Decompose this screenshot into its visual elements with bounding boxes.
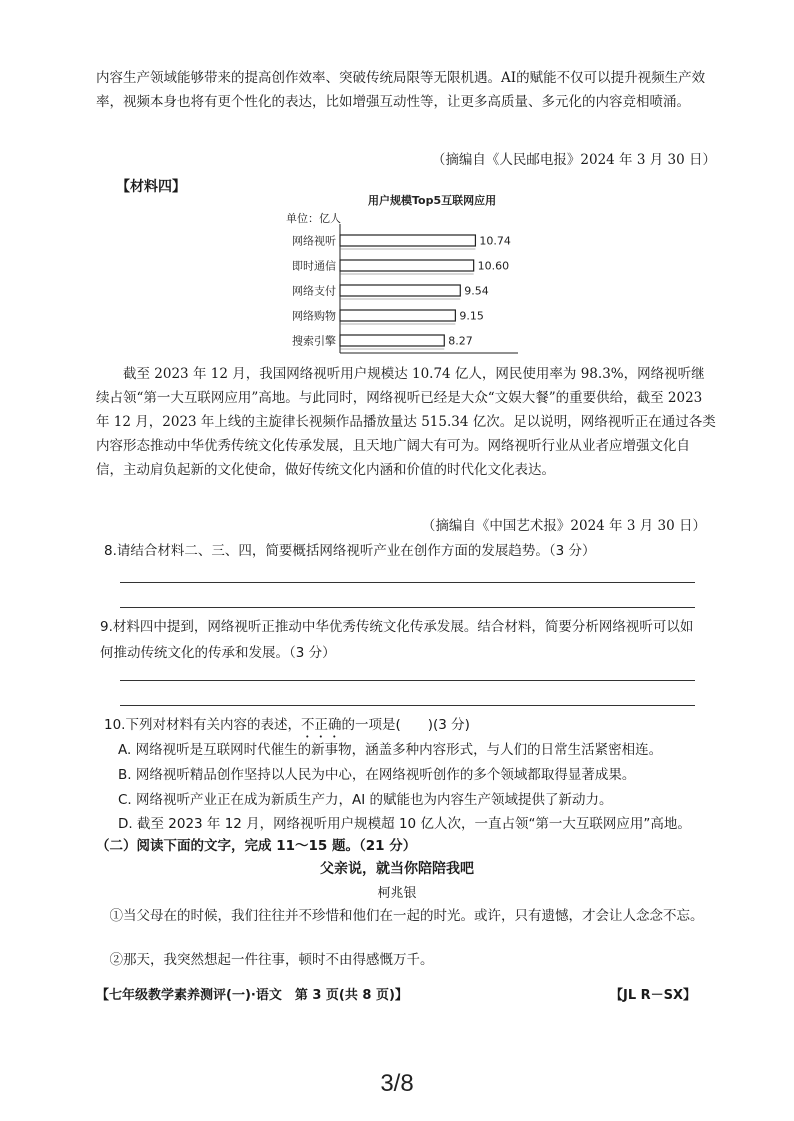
category-label: 即时通信 xyxy=(292,259,336,273)
footer-right: 【JL R－SX】 xyxy=(610,988,697,1003)
answer-line[interactable] xyxy=(120,607,695,608)
option-b[interactable]: B. 网络视听精品创作坚持以人民为中心，在网络视听创作的多个领域都取得显著成果。 xyxy=(118,767,636,783)
story-author: 柯兆银 xyxy=(377,886,417,901)
story-paragraph-1: ①当父母在的时候，我们往往并不珍惜和他们在一起的时光。或许，只有遗憾，才会让人念念不忘。 xyxy=(109,908,704,924)
material4-paragraph: 截至 2023 年 12 月，我国网络视听用户规模达 10.74 亿人，网民使用率为 98.3%，网络视听继续占领“第一大互联网应用”高地。与此同时，网络视听已经是大众“文娱大餐”的重要供给，截至 2023 年 12 月，2023 年上线的主旋律长视频作品播放量达 515.34 亿次。足以说明，网络视听正在通过各类内容形态推动中华优秀传统文化传承发展，且天地广阔大有可为。网络视听行业从业者应增强文化自信，主动肩负起新的文化使命，做好传统文化内涵和价值的时代化文化表达。 xyxy=(96,366,716,478)
story-title: 父亲说，就当你陪陪我吧 xyxy=(320,861,474,877)
option-c[interactable]: C. 网络视听产业正在成为新质生产力，AI 的赋能也为内容生产领域提供了新动力。 xyxy=(118,792,613,808)
option-a[interactable]: A. 网络视听是互联网时代催生的新事物，涵盖多种内容形式，与人们的日常生活紧密相连。 xyxy=(118,742,663,758)
question-9: 9.材料四中提到，网络视听正推动中华优秀传统文化传承发展。结合材料，简要分析网络视听可以如何推动传统文化的传承和发展。（3 分） xyxy=(100,619,694,661)
question-8: 8.请结合材料二、三、四，简要概括网络视听产业在创作方面的发展趋势。（3 分） xyxy=(104,543,596,559)
bar xyxy=(340,260,474,271)
bar-chart xyxy=(0,190,794,370)
bar xyxy=(340,235,475,246)
question-10-emphasis: 不正确 xyxy=(300,717,342,733)
material3-source: （摘编自《人民邮电报》2024 年 3 月 30 日） xyxy=(431,152,716,168)
category-label: 网络视听 xyxy=(292,234,336,248)
chart-title: 用户规模Top5互联网应用 xyxy=(368,194,497,207)
material4-source: （摘编自《中国艺术报》2024 年 3 月 30 日） xyxy=(421,518,706,534)
material3-paragraph: 内容生产领域能够带来的提高创作效率、突破传统局限等无限机遇。AI的赋能不仅可以提升视频生产效率，视频本身也将有更个性化的表达，比如增强互动性等，让更多高质量、多元化的内容竞相喷涌。 xyxy=(96,70,706,110)
category-label: 网络支付 xyxy=(292,284,336,298)
question-10-stem: 10.下列对材料有关内容的表述， xyxy=(104,717,301,733)
page-indicator: 3/8 xyxy=(380,1070,414,1097)
data-label: 10.74 xyxy=(479,234,511,248)
data-label: 8.27 xyxy=(448,334,473,348)
data-label: 9.15 xyxy=(459,309,484,323)
question-10-stem-end: 的一项是( )(3 分) xyxy=(341,717,470,733)
answer-line[interactable] xyxy=(120,680,695,681)
story-paragraph-2: ②那天，我突然想起一件往事，顿时不由得感慨万千。 xyxy=(109,952,434,968)
bar xyxy=(340,335,444,346)
footer-left: 【七年级教学素养测评(一)·语文 第 3 页(共 8 页)】 xyxy=(96,988,408,1003)
bar xyxy=(340,285,460,296)
answer-line[interactable] xyxy=(120,705,695,706)
data-label: 10.60 xyxy=(477,259,510,273)
data-label: 9.54 xyxy=(464,284,489,298)
question-10 xyxy=(104,713,470,741)
category-label: 网络购物 xyxy=(292,309,336,323)
category-label: 搜索引擎 xyxy=(292,334,336,348)
chart-unit-label: 单位：亿人 xyxy=(286,212,341,225)
option-d[interactable]: D. 截至 2023 年 12 月，网络视听用户规模超 10 亿人次，一直占领“第一大互联网应用”高地。 xyxy=(118,816,691,832)
answer-line[interactable] xyxy=(120,582,695,583)
section2-heading: （二）阅读下面的文字，完成 11～15 题。（21 分） xyxy=(96,838,417,854)
material4-label: 【材料四】 xyxy=(116,179,186,195)
bar xyxy=(340,310,455,321)
